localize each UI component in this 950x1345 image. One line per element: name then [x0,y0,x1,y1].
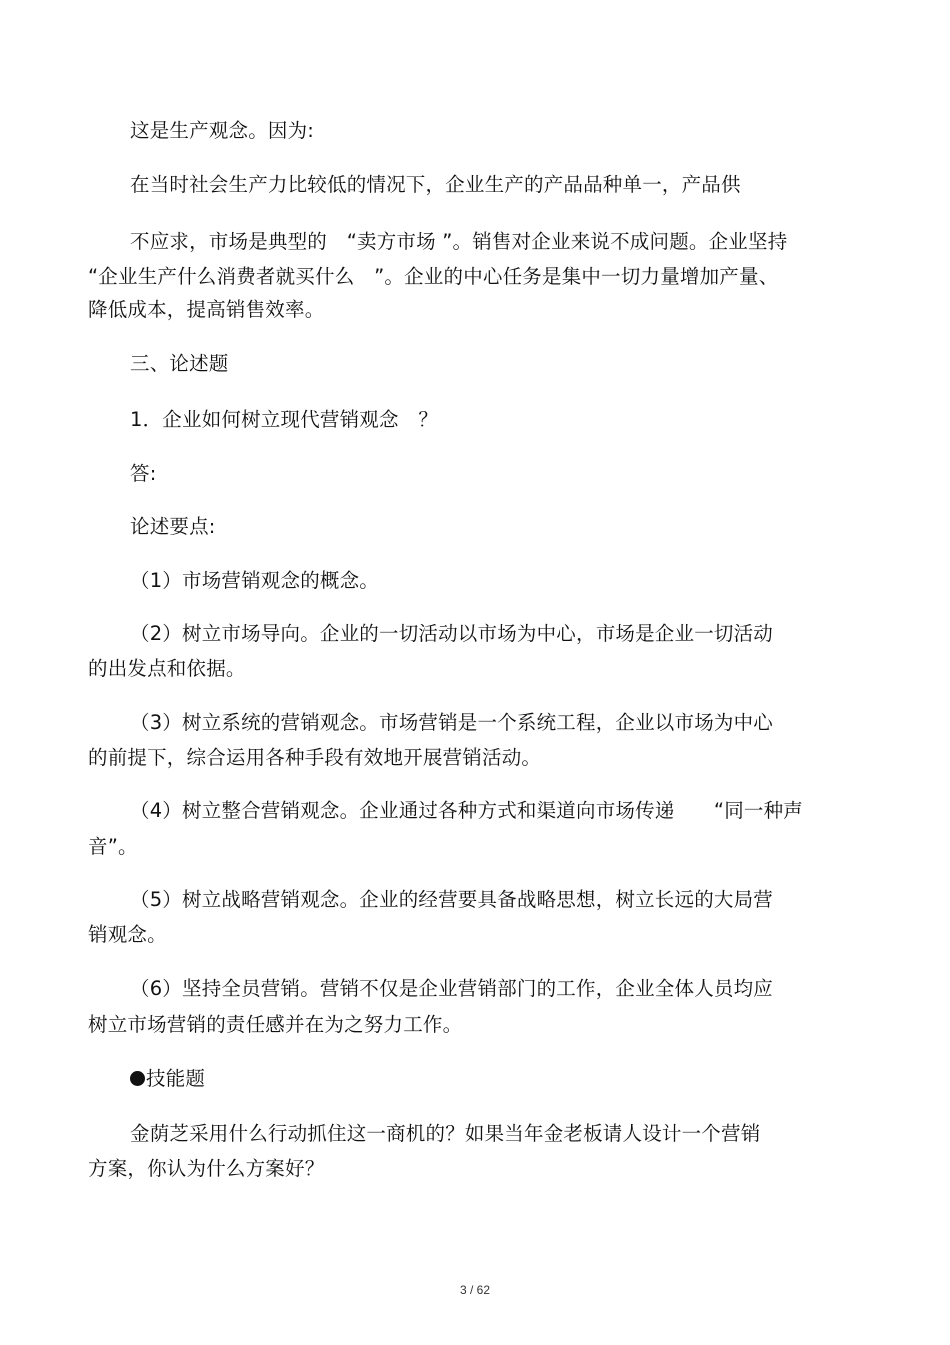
skill-question-continued: 方案，你认为什么方案好？ [88,1157,325,1180]
page-number: 3 / 62 [459,1283,491,1297]
point-2: （2）树立市场导向。企业的一切活动以市场为中心，市场是企业一切活动 [130,622,774,645]
text-line-production-concept: 这是生产观念。因为: [130,119,315,142]
skill-heading-label: 技能题 [146,1067,206,1090]
point-4: （4）树立整合营销观念。企业通过各种方式和渠道向市场传递 “同一种声 [130,799,804,822]
point-5: （5）树立战略营销观念。企业的经营要具备战略思想，树立长远的大局营 [130,888,774,911]
bullet-icon [130,1071,145,1086]
text-line: “企业生产什么消费者就买什么 ”。企业的中心任务是集中一切力量增加产量、 [88,265,779,288]
answer-label: 答: [130,462,157,485]
point-1: （1）市场营销观念的概念。 [130,569,380,592]
skill-heading [130,1066,205,1092]
point-5-continued: 销观念。 [88,923,167,946]
text-line: 在当时社会生产力比较低的情况下，企业生产的产品品种单一，产品供 [130,173,741,196]
section-heading-essay: 三、论述题 [130,352,229,375]
point-2-continued: 的出发点和依据。 [88,657,246,680]
point-3: （3）树立系统的营销观念。市场营销是一个系统工程，企业以市场为中心 [130,711,774,734]
point-6: （6）坚持全员营销。营销不仅是企业营销部门的工作，企业全体人员均应 [130,977,774,1000]
skill-question: 金荫芝采用什么行动抓住这一商机的？如果当年金老板请人设计一个营销 [130,1122,761,1145]
point-6-continued: 树立市场营销的责任感并在为之努力工作。 [88,1013,463,1036]
question-title: 1．企业如何树立现代营销观念 ？ [130,408,439,431]
point-4-continued: 音”。 [88,835,138,858]
point-3-continued: 的前提下，综合运用各种手段有效地开展营销活动。 [88,746,542,769]
text-line: 不应求，市场是典型的 “卖方市场 ”。销售对企业来说不成问题。企业坚持 [130,230,788,253]
text-line: 降低成本，提高销售效率。 [88,298,325,321]
key-points-label: 论述要点: [130,515,216,538]
